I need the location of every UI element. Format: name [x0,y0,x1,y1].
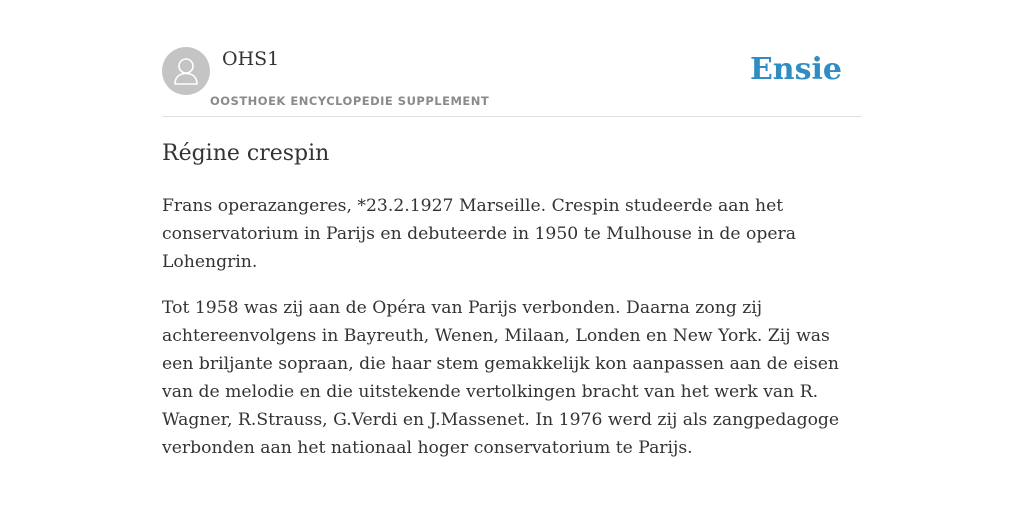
article-header [162,44,862,117]
user-icon [162,47,210,95]
article-paragraph: Frans operazangeres, *23.2.1927 Marseille. Crespin studeerde aan het conservatorium in Parijs en debuteerde in 1950 te Mulhouse in de opera Lohengrin. [162,196,796,272]
author-username[interactable]: OHS1 [222,48,280,70]
page-title: Régine crespin [162,141,330,166]
source-label[interactable]: OOSTHOEK ENCYCLOPEDIE SUPPLEMENT [210,94,490,108]
article-paragraph: Tot 1958 was zij aan de Opéra van Parijs verbonden. Daarna zong zij achtereenvolgens in Bayreuth, Wenen, Milaan, Londen en New York. Zij was een briljante sopraan, die haar stem gemakkelijk kon aanpassen aan de eisen van de melodie en die uitstekende vertolkingen bracht van het werk van R. Wagner, R.Strauss, G.Verdi en J.Massenet. In 1976 werd zij als zangpedagoge verbonden aan het nationaal hoger conservatorium te Parijs. [162,298,840,458]
avatar[interactable] [162,47,210,95]
article-body [162,192,862,480]
ensie-logo[interactable]: Ensie [749,52,842,87]
